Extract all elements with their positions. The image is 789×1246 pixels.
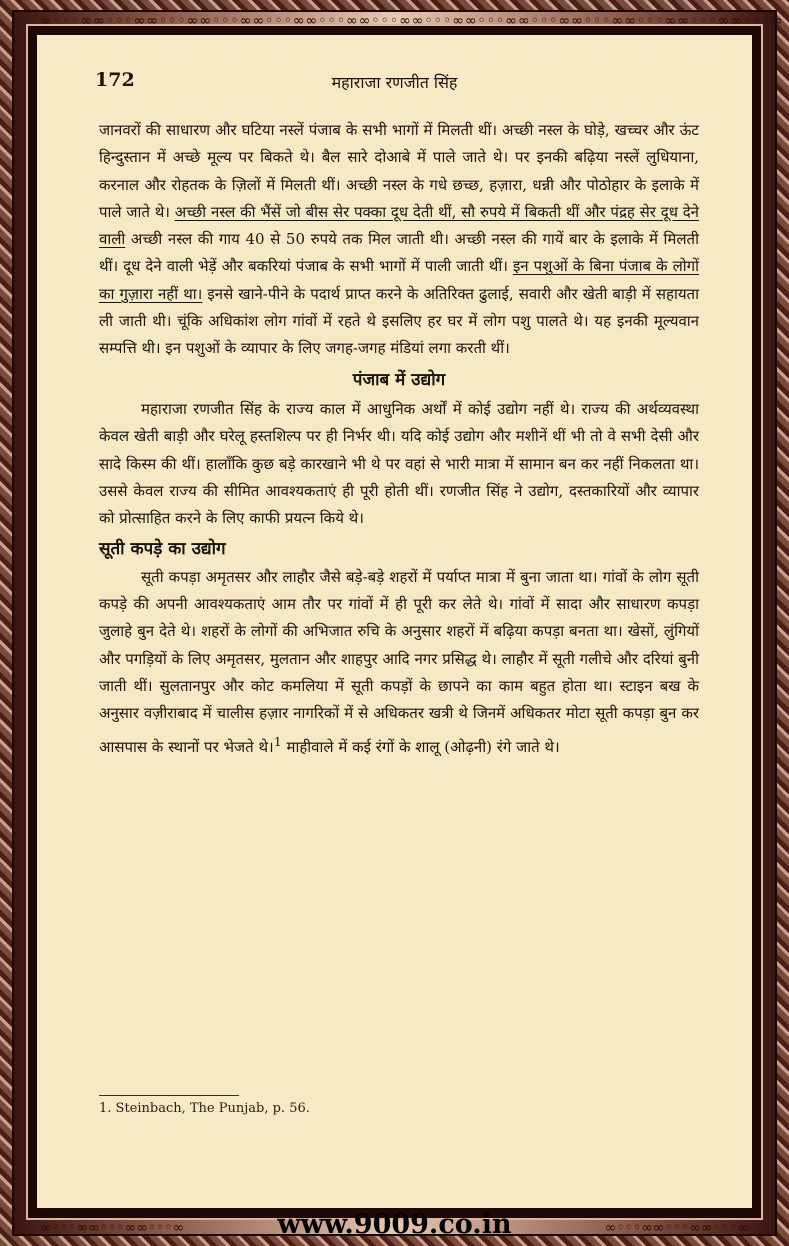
paragraph-cotton <box>99 564 699 761</box>
page-body <box>99 117 699 761</box>
book-page <box>37 35 752 1208</box>
underlined-segment: अच्छी नस्ल की भैंसें जो बीस सेर पक्का दूध देती थीं, सौ रुपये में बिकती थीं और पंद्रह सेर दूध देने वाली <box>99 202 700 249</box>
section-heading-industry: पंजाब में उद्योग <box>352 369 446 390</box>
ornament-right <box>769 40 783 1206</box>
footnote-reference: 1 <box>273 733 282 749</box>
running-title: महाराजा रणजीत सिंह <box>331 73 458 92</box>
paragraph-industry: महाराजा रणजीत सिंह के राज्य काल में आधुनिक अर्थों में कोई उद्योग नहीं थे। राज्य की अर्थव्यवस्था केवल खेती बाड़ी और घरेलू हस्तशिल्प पर ही निर्भर थी। यदि कोई उद्योग और मशीनें थीं भी तो वे सभी देसी और सादे किस्म की थीं। हालाँकि कुछ बड़े कारखाने भी थे पर वहां से भारी मात्रा में सामान बन कर नहीं निकलता था। उससे केवल राज्य की सीमित आवश्यकताएं ही पूरी होती थीं। रणजीत सिंह ने उद्योग, दस्तकारियों और व्यापार को प्रोत्साहित करने के लिए काफी प्रयत्न किये थे। <box>99 399 699 528</box>
ornament-bottom-left: ∞◦◦◦∞∞◦◦◦∞∞◦◦◦∞ <box>40 1220 185 1236</box>
text-segment: जानवरों की साधारण और घटिया नस्लें पंजाब के सभी भागों में मिलती थीं। अच्छी नस्ल के घोड़े, खच्चर और ऊंट हिन्दुस्तान में अच्छे मूल्य पर बिकते थे। बैल सारे दोआबे में पाले जाते थे। पर इनकी बढ़िया नस्लें लुधियाना, करनाल और रोहतक के ज़िलों में मिलती थीं। अच्छी नस्ल के गधे छच्छ, हज़ारा, धन्नी और पोठोहार के इलाके में पाले जाते थे। <box>99 121 699 221</box>
footnote-rule <box>99 1095 239 1096</box>
ornament-bottom-right: ∞◦◦◦∞∞◦◦◦∞∞◦◦◦∞ <box>604 1220 749 1236</box>
website-link[interactable]: www.9009.co.in <box>277 1209 512 1240</box>
ornament-top: ∞◦◦◦∞∞◦◦◦∞∞◦◦◦∞∞◦◦◦∞∞◦◦◦∞∞◦◦◦∞∞◦◦◦∞∞◦◦◦∞∞◦◦◦∞∞◦◦◦∞∞◦◦◦∞∞◦◦◦∞∞◦◦◦∞∞◦◦◦∞ <box>40 13 784 29</box>
underlined-segment: इन पशुओं के बिना पंजाब के लोगों का गुज़ारा नहीं था। <box>99 257 699 303</box>
paragraph-animals <box>99 117 699 363</box>
section-heading-cotton: सूती कपड़े का उद्योग <box>99 539 226 560</box>
text-segment: माहीवाले में कई रंगों के शालू (ओढ़नी) रंगे जाते थे। <box>281 737 560 756</box>
text-segment: अच्छी नस्ल की गाय 40 से 50 रुपये तक मिल जाती थी। अच्छी नस्ल की गायें बार के इलाके में मिलती थीं। दूध देने वाली भेड़ें और बकरियां पंजाब के सभी भागों में पाली जाती थीं। <box>99 230 699 276</box>
footnote: 1. Steinbach, The Punjab, p. 56. <box>99 1101 310 1116</box>
text-segment: सूती कपड़ा अमृतसर और लाहौर जैसे बड़े-बड़े शहरों में पर्याप्त मात्रा में बुना जाता था। गांवों के लोग सूती कपड़े की अपनी आवश्यकताएं आम तौर पर गांवों में ही पूरी कर लेते थे। गांवों में सादा और साधारण कपड़ा जुलाहे बुन देते थे। शहरों के लोगों की अभिजात रुचि के अनुसार शहरों में बढ़िया कपड़ा बनता था। खेसों, लुंगियों और पगड़ियों के लिए अमृतसर, मुलतान और शाहपुर आदि नगर प्रसिद्ध थे। लाहौर में सूती गलीचे और दरियां बुनी जाती थीं। सुलतानपुर और कोट कमलिया में सूती कपड़ों के छापने का काम बहुत होता था। स्टाइन बख के अनुसार वज़ीराबाद में चालीस हज़ार नागरिकों में से अधिकतर खत्री थे जिनमें अधिकतर मोटा सूती कपड़ा बुन कर आसपास के स्थानों पर भेजते थे। <box>99 567 699 756</box>
page-header <box>37 69 752 99</box>
ornament-left <box>6 40 20 1206</box>
page-number: 172 <box>95 69 135 91</box>
text-segment: इनसे खाने-पीने के पदार्थ प्राप्त करने के अतिरिक्त ढुलाई, सवारी और खेती बाड़ी में सहायता ली जाती थी। चूंकि अधिकांश लोग गांवों में रहते थे इसलिए हर घर में लोग पशु पालते थे। यह इनकी मूल्यवान सम्पत्ति थी। इन पशुओं के व्यापार के लिए जगह-जगह मंडियां लगा करती थीं। <box>99 284 699 358</box>
